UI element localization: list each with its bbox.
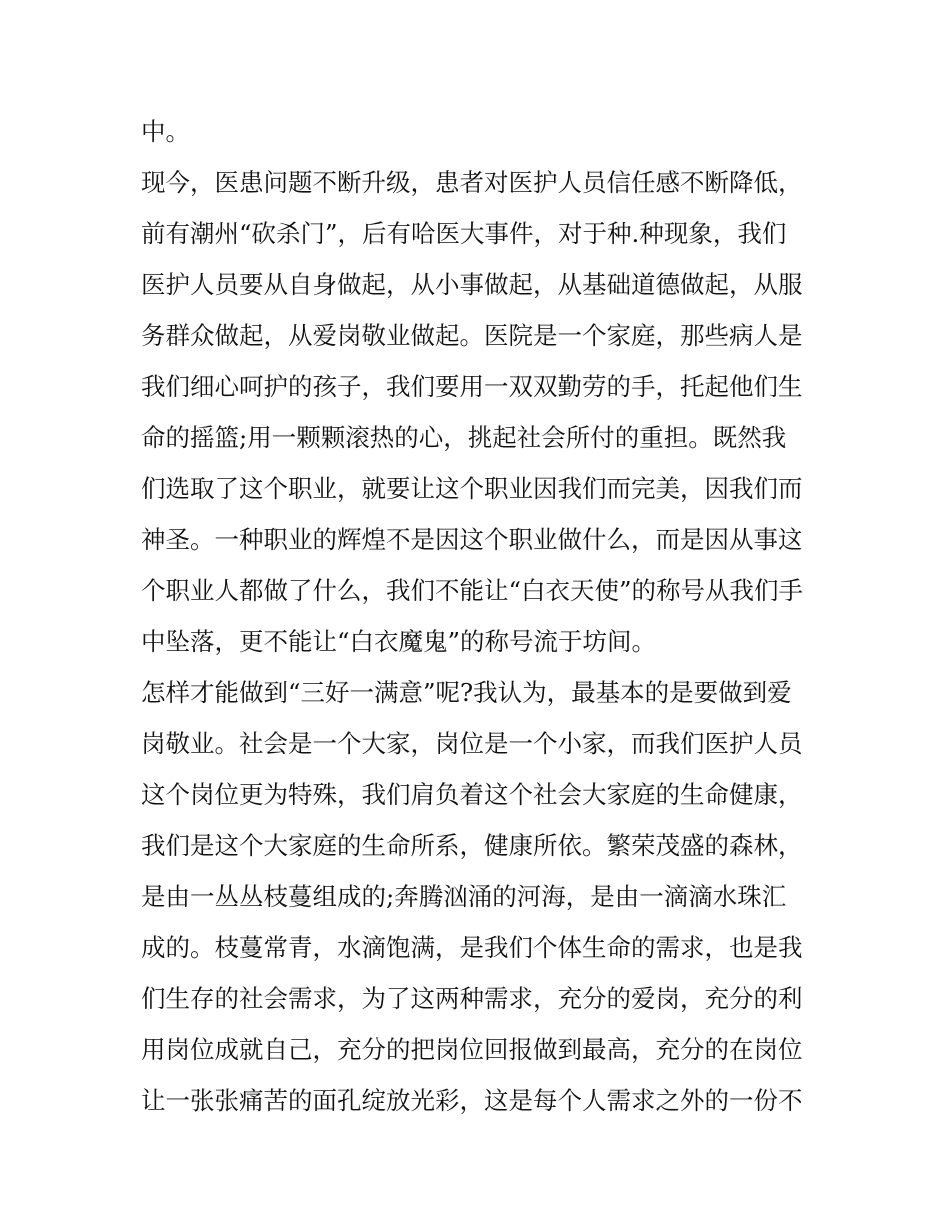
text-line: 神圣。一种职业的辉煌不是因这个职业做什么，而是因从事这 xyxy=(141,525,803,554)
text-line: 医护人员要从自身做起，从小事做起，从基础道德做起，从服 xyxy=(141,270,803,299)
text-line: 成的。枝蔓常青，水滴饱满，是我们个体生命的需求，也是我 xyxy=(141,933,803,962)
text-line: 务群众做起，从爱岗敬业做起。医院是一个家庭，那些病人是 xyxy=(141,321,803,350)
text-line: 岗敬业。社会是一个大家，岗位是一个小家，而我们医护人员 xyxy=(141,729,803,758)
text-line: 这个岗位更为特殊，我们肩负着这个社会大家庭的生命健康， xyxy=(141,780,803,809)
body-text xyxy=(141,106,821,1126)
text-line: 们生存的社会需求，为了这两种需求，充分的爱岗，充分的利 xyxy=(141,984,803,1013)
text-line: 前有潮州“砍杀门”，后有哈医大事件，对于种.种现象，我们 xyxy=(141,219,787,248)
text-line: 怎样才能做到“三好一满意”呢?我认为，最基本的是要做到爱 xyxy=(141,678,792,707)
text-line: 用岗位成就自己，充分的把岗位回报做到最高，充分的在岗位 xyxy=(141,1035,803,1064)
text-line: 让一张张痛苦的面孔绽放光彩，这是每个人需求之外的一份不 xyxy=(141,1086,803,1115)
text-line: 中。 xyxy=(141,117,190,146)
text-line: 是由一丛丛枝蔓组成的;奔腾汹涌的河海，是由一滴滴水珠汇 xyxy=(141,882,787,911)
text-line: 我们细心呵护的孩子，我们要用一双双勤劳的手，托起他们生 xyxy=(141,372,803,401)
text-line: 命的摇篮;用一颗颗滚热的心，挑起社会所付的重担。既然我 xyxy=(141,423,787,452)
text-line: 中坠落，更不能让“白衣魔鬼”的称号流于坊间。 xyxy=(141,627,657,656)
text-line: 个职业人都做了什么，我们不能让“白衣天使”的称号从我们手 xyxy=(141,576,804,605)
text-line: 们选取了这个职业，就要让这个职业因我们而完美，因我们而 xyxy=(141,474,803,503)
text-line: 现今，医患问题不断升级，患者对医护人员信任感不断降低， xyxy=(141,168,803,197)
text-line: 我们是这个大家庭的生命所系，健康所依。繁荣茂盛的森林， xyxy=(141,831,803,860)
